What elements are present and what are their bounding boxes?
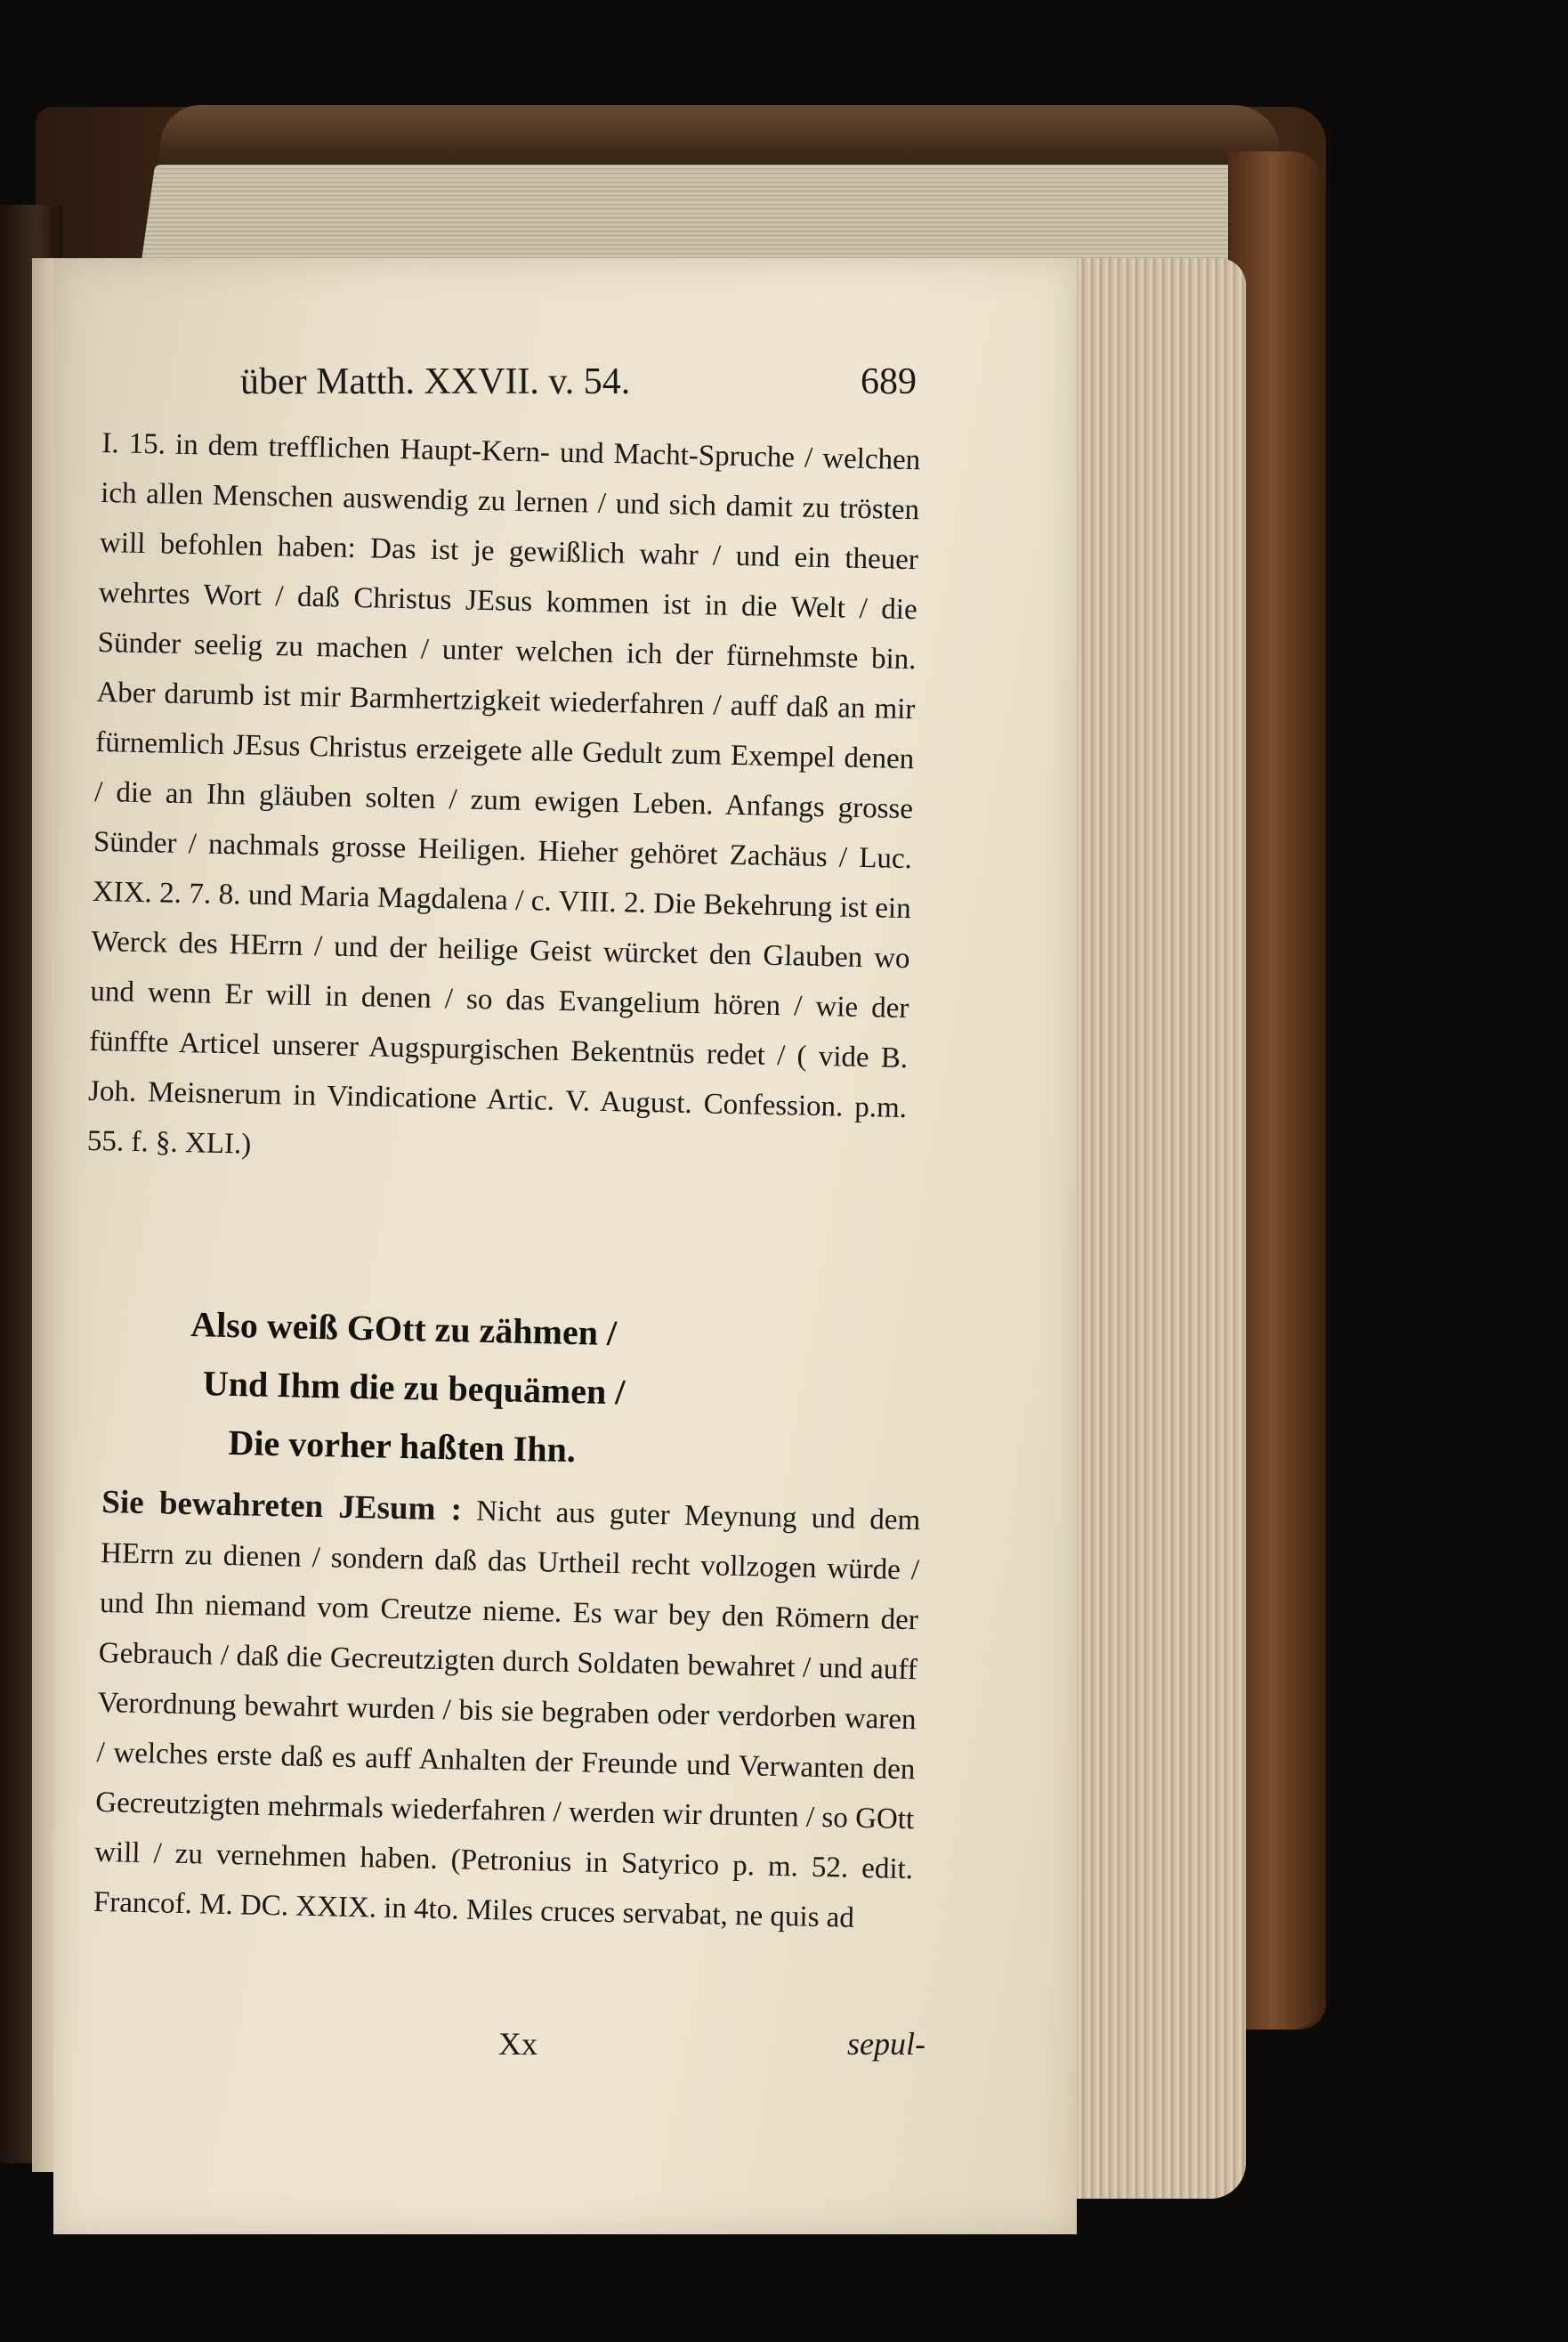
catchword: sepul-: [847, 2026, 925, 2062]
verse-line-3: Die vorher haßten Ihn.: [228, 1422, 577, 1471]
running-title: über Matth. XXVII. v. 54.: [240, 361, 631, 402]
paragraph-1: I. 15. in dem trefflichen Haupt-Kern- und Macht-Spruche / welchen ich allen Menschen auswendig zu lernen / und sich damit zu trösten will befohlen haben: Das ist je gewißlich wahr / und ein theuer wehrtes Wort / daß Christus JEsus kommen ist in die Welt / die Sünder seelig zu machen / unter welchen ich der fürnehmste bin. Aber darumb ist mir Barmhertzigkeit wiederfahren / auff daß an mir fürnemlich JEsus Christus erzeigete alle Gedult zum Exempel denen / die an Ihn gläuben solten / zum ewigen Leben. Anfangs grosse Sünder / nachmals grosse Heiligen. Hieher gehöret Zachäus / Luc. XIX. 2. 7. 8. und Maria Magdalena / c. VIII. 2. Die Bekehrung ist ein Werck des HErrn / und der heilige Geist würcket den Glauben wo und wenn Er will in denen / so das Evangelium hören / wie der fünffte Articel unserer Augspurgischen Bekentnüs redet / ( vide B. Joh. Meisnerum in Vindicatione Artic. V. August. Confession. p.m. 55. f. §. XLI.): [86, 426, 921, 1161]
verse-block: [188, 1295, 627, 1480]
page-header: [240, 361, 917, 403]
paragraph-2-body: Nicht aus guter Meynung und dem HErrn zu dienen / sondern daß das Urtheil recht vollzogen würde / und Ihn niemand vom Creutze nieme. Es war bey den Römern der Gebrauch / daß die Gecreutzigten durch Soldaten bewahret / und auff Verordnung bewahrt wurden / bis sie begraben oder verdorben waren / welches erste daß es auff Anhalten der Freunde und Verwanten den Gecreutzigten mehrmals wiederfahren / werden wir drunten / so GOtt will / zu vernehmen haben. (Petronius in Satyrico p. m. 52. edit. Francof. M. DC. XXIX. in 4to. Miles cruces servabat, ne quis ad: [93, 1495, 921, 1934]
page-number: 689: [861, 361, 917, 402]
signature-mark: Xx: [498, 2026, 537, 2062]
page-footer: [498, 2025, 925, 2062]
paragraph-2-lead: Sie bewahreten JEsum :: [101, 1483, 463, 1528]
page-fore-edge: [1068, 258, 1246, 2199]
verse-line-2: Und Ihm die zu bequämen /: [202, 1363, 626, 1413]
paragraph-2: [93, 1478, 920, 1944]
verse-line-1: Also weiß GOtt zu zähmen /: [190, 1303, 618, 1354]
